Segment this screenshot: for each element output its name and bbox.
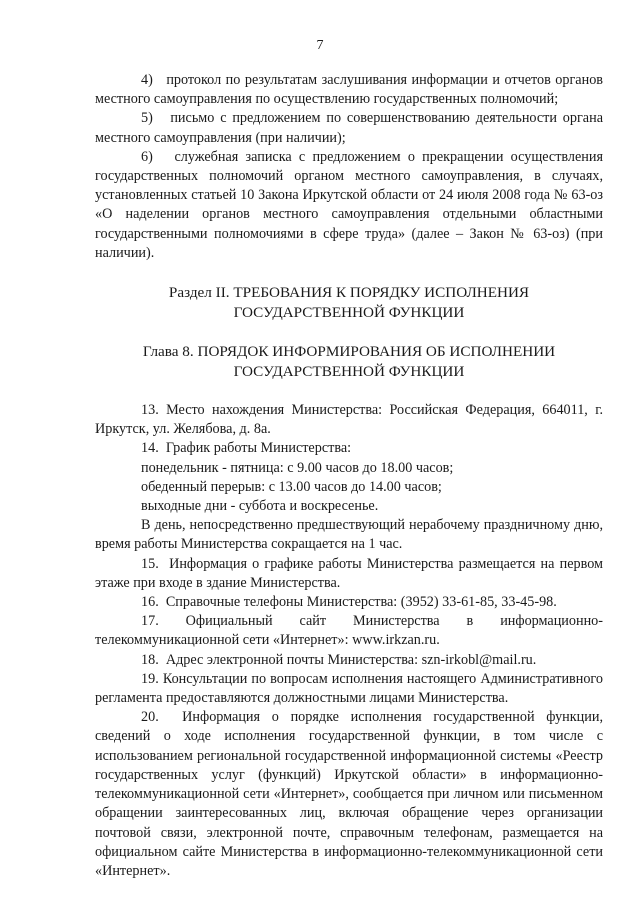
document-body	[95, 71, 603, 881]
schedule-weekend: выходные дни - суббота и воскресенье.	[141, 498, 379, 515]
list-item-4: 4) протокол по результатам заслушивания информации и отчетов органов местного самоуправления по осуществлению государственных полномочий;	[95, 72, 603, 108]
paragraph-15: 15. Информация о графике работы Министерства размещается на первом этаже при входе в здание Министерства.	[95, 555, 603, 591]
list-item-5: 5) письмо с предложением по совершенствованию деятельности органа местного самоуправления (при наличии);	[95, 110, 603, 146]
paragraph-18: 18. Адрес электронной почты Министерства: szn-irkobl@mail.ru.	[141, 651, 537, 668]
paragraph-14: 14. График работы Министерства:	[141, 440, 352, 457]
section-heading-line1: Раздел II. ТРЕБОВАНИЯ К ПОРЯДКУ ИСПОЛНЕНИЯ	[168, 284, 530, 302]
paragraph-16: 16. Справочные телефоны Министерства: (3952) 33-61-85, 33-45-98.	[141, 594, 557, 611]
paragraph-17: 17. Официальный сайт Министерства в информационно-телекоммуникационной сети «Интернет»: www.irkzan.ru.	[95, 613, 603, 649]
chapter-heading-line1: Глава 8. ПОРЯДОК ИНФОРМИРОВАНИЯ ОБ ИСПОЛНЕНИИ	[142, 343, 556, 361]
paragraph-20: 20. Информация о порядке исполнения государственной функции, сведений о ходе исполнения государственной функции, в том числе с использованием региональной государственной информационной системы «Реестр государственных услуг (функций) Иркутской области» в информационно-телекоммуникационной сети «Интернет», сообщается при личном или письменном обращении заинтересованных лиц, включая обращение через организации почтовой связи, электронной почте, справочным телефонам, размещается на официальном сайте Министерства в информационно-телекоммуникационной сети «Интернет».	[95, 709, 603, 879]
preholiday-paragraph: В день, непосредственно предшествующий нерабочему праздничному дню, время работы Министерства сокращается на 1 час.	[95, 517, 603, 553]
chapter-heading-line2: ГОСУДАРСТВЕННОЙ ФУНКЦИИ	[233, 362, 465, 380]
paragraph-13: 13. Место нахождения Министерства: Российская Федерация, 664011, г. Иркутск, ул. Желябова, д. 8а.	[95, 402, 603, 438]
list-item-6: 6) служебная записка с предложением о прекращении осуществления государственных полномочий органом местного самоуправления, в случаях, установленных статьей 10 Закона Иркутской области от 24 июля 2008 года № 63-оз «О наделении органов местного самоуправления отдельными областными государственными полномочиями в сфере труда» (далее – Закон № 63-оз) (при наличии).	[95, 148, 603, 261]
schedule-lunch: обеденный перерыв: с 13.00 часов до 14.00 часов;	[141, 478, 442, 495]
page-number: 7	[316, 38, 324, 53]
paragraph-19: 19. Консультации по вопросам исполнения настоящего Административного регламента предоставляются должностными лицами Министерства.	[95, 670, 603, 707]
schedule-weekdays: понедельник - пятница: с 9.00 часов до 18.00 часов;	[141, 459, 454, 476]
section-heading-line2: ГОСУДАРСТВЕННОЙ ФУНКЦИИ	[233, 303, 465, 321]
